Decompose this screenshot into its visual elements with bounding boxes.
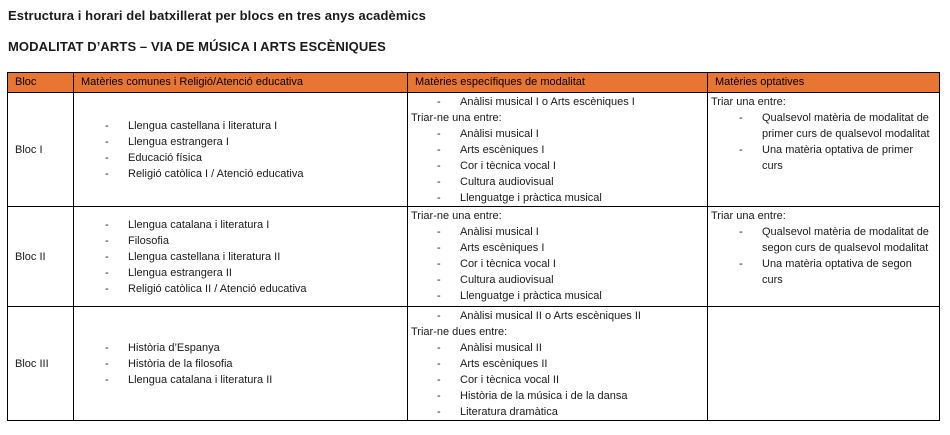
subject-text: Literatura dramàtica — [460, 406, 558, 418]
comunes-cell — [74, 93, 408, 207]
header-row — [8, 73, 940, 93]
subject-text: Religió catòlica I / Atenció educativa — [128, 167, 304, 180]
subject-item — [408, 256, 707, 272]
column-header-optatives: Matèries optatives — [708, 73, 940, 93]
subject-text: Una matèria optativa de primer curs — [762, 144, 914, 172]
subject-text: Educació física — [128, 151, 202, 164]
subject-item — [408, 158, 707, 174]
subject-item — [74, 150, 407, 166]
subject-item — [408, 388, 707, 404]
comunes-cell — [74, 207, 408, 307]
subject-item — [408, 272, 707, 288]
subject-item — [408, 340, 707, 356]
bullet-dash: - — [739, 226, 743, 238]
bullet-dash: - — [437, 96, 441, 108]
subject-item — [408, 240, 707, 256]
subject-item — [74, 118, 407, 134]
bullet-dash: - — [437, 128, 441, 140]
subject-item — [708, 256, 939, 288]
bullet-dash: - — [437, 192, 441, 204]
subject-item — [708, 110, 939, 142]
bullet-dash: - — [437, 290, 441, 302]
bloc-label: Bloc III — [8, 307, 74, 421]
subject-item — [74, 340, 407, 356]
subject-text: Història de la música i de la dansa — [460, 390, 628, 402]
subject-text: Anàlisi musical I — [460, 128, 539, 140]
subject-item — [74, 217, 407, 233]
column-header-comunes: Matèries comunes i Religió/Atenció educativa — [74, 73, 408, 93]
bullet-dash: - — [105, 373, 109, 386]
bullet-dash: - — [105, 119, 109, 132]
subject-item — [408, 174, 707, 190]
subject-text: Una matèria optativa de segon curs — [762, 258, 912, 286]
subject-item — [74, 281, 407, 297]
chooser-label: Triar-ne una entre: — [411, 210, 502, 222]
subject-text: Cultura audiovisual — [460, 274, 554, 286]
bullet-dash: - — [437, 358, 441, 370]
subject-text: Llenguatge i pràctica musical — [460, 192, 602, 204]
subject-text: Cor i tècnica vocal I — [460, 160, 556, 172]
subject-text: Llengua estrangera II — [128, 266, 232, 279]
chooser-label: Triar una entre: — [711, 210, 786, 222]
bullet-dash: - — [437, 176, 441, 188]
subject-item — [408, 308, 707, 324]
subject-text: Llengua castellana i literatura II — [128, 250, 281, 263]
bullet-dash: - — [105, 234, 109, 247]
especifiques-cell — [408, 93, 708, 207]
subject-text: Arts escèniques II — [460, 358, 548, 370]
subject-item — [408, 404, 707, 420]
subject-item — [74, 265, 407, 281]
subject-item — [74, 166, 407, 182]
chooser-label: Triar-ne dues entre: — [411, 326, 508, 338]
bullet-dash: - — [739, 258, 743, 270]
subject-item — [408, 126, 707, 142]
subject-text: Cor i tècnica vocal I — [460, 258, 556, 270]
bullet-dash: - — [105, 250, 109, 263]
subject-text: Anàlisi musical II o Arts escèniques II — [460, 310, 641, 322]
subject-text: Religió catòlica II / Atenció educativa — [128, 282, 307, 295]
subject-item — [74, 372, 407, 388]
bullet-dash: - — [105, 266, 109, 279]
bullet-dash: - — [437, 226, 441, 238]
bullet-dash: - — [105, 357, 109, 370]
subject-item — [408, 224, 707, 240]
bullet-dash: - — [739, 144, 743, 156]
subject-text: Llenguatge i pràctica musical — [460, 290, 602, 302]
subject-text: Història de la filosofia — [128, 357, 233, 370]
bloc-label: Bloc I — [8, 93, 74, 207]
table-row-bloc-2 — [8, 207, 940, 307]
bullet-dash: - — [105, 218, 109, 231]
table-row-bloc-3 — [8, 307, 940, 421]
table-row-bloc-1 — [8, 93, 940, 207]
chooser-label: Triar-ne una entre: — [411, 112, 502, 124]
bullet-dash: - — [437, 242, 441, 254]
subject-text: Arts escèniques I — [460, 242, 545, 254]
bullet-dash: - — [437, 390, 441, 402]
bullet-dash: - — [105, 282, 109, 295]
schedule-table — [7, 72, 940, 421]
optatives-cell-empty — [708, 307, 940, 421]
column-header-especifiques: Matèries específiques de modalitat — [408, 73, 708, 93]
subject-text: Anàlisi musical II — [460, 342, 542, 354]
chooser-label: Triar una entre: — [711, 96, 786, 108]
bloc-label: Bloc II — [8, 207, 74, 307]
document-title: Estructura i horari del batxillerat per blocs en tres anys acadèmics — [8, 8, 426, 23]
subject-item — [408, 190, 707, 206]
bullet-dash: - — [105, 341, 109, 354]
bullet-dash: - — [437, 160, 441, 172]
subject-item — [74, 134, 407, 150]
subject-item — [408, 94, 707, 110]
subject-item — [708, 224, 939, 256]
subject-text: Llengua catalana i literatura I — [128, 218, 270, 231]
optatives-cell — [708, 93, 940, 207]
subject-text: Qualsevol matèria de modalitat de segon curs de qualsevol modalitat — [762, 226, 929, 254]
subject-text: Llengua castellana i literatura I — [128, 119, 278, 132]
bullet-dash: - — [105, 167, 109, 180]
bullet-dash: - — [437, 342, 441, 354]
column-header-bloc: Bloc — [8, 73, 74, 93]
subject-text: Història d’Espanya — [128, 341, 220, 354]
subject-item — [408, 142, 707, 158]
bullet-dash: - — [739, 112, 743, 124]
subject-item — [708, 142, 939, 174]
subject-item — [74, 233, 407, 249]
subject-text: Arts escèniques I — [460, 144, 545, 156]
subject-text: Anàlisi musical I — [460, 226, 539, 238]
bullet-dash: - — [437, 374, 441, 386]
bullet-dash: - — [437, 274, 441, 286]
comunes-cell — [74, 307, 408, 421]
subject-item — [74, 249, 407, 265]
optatives-cell — [708, 207, 940, 307]
subject-text: Cultura audiovisual — [460, 176, 554, 188]
subject-text: Anàlisi musical I o Arts escèniques I — [460, 96, 635, 108]
section-heading: MODALITAT D’ARTS – VIA DE MÚSICA I ARTS ESCÈNIQUES — [8, 39, 386, 54]
subject-item — [408, 356, 707, 372]
subject-text: Filosofia — [128, 234, 169, 247]
bullet-dash: - — [437, 310, 441, 322]
subject-item — [408, 288, 707, 304]
subject-text: Qualsevol matèria de modalitat de primer curs de qualsevol modalitat — [762, 112, 930, 140]
bullet-dash: - — [105, 151, 109, 164]
bullet-dash: - — [437, 144, 441, 156]
subject-text: Cor i tècnica vocal II — [460, 374, 560, 386]
subject-text: Llengua catalana i literatura II — [128, 373, 273, 386]
bullet-dash: - — [437, 406, 441, 418]
especifiques-cell — [408, 307, 708, 421]
bullet-dash: - — [105, 135, 109, 148]
subject-text: Llengua estrangera I — [128, 135, 229, 148]
subject-item — [408, 372, 707, 388]
bullet-dash: - — [437, 258, 441, 270]
especifiques-cell — [408, 207, 708, 307]
subject-item — [74, 356, 407, 372]
